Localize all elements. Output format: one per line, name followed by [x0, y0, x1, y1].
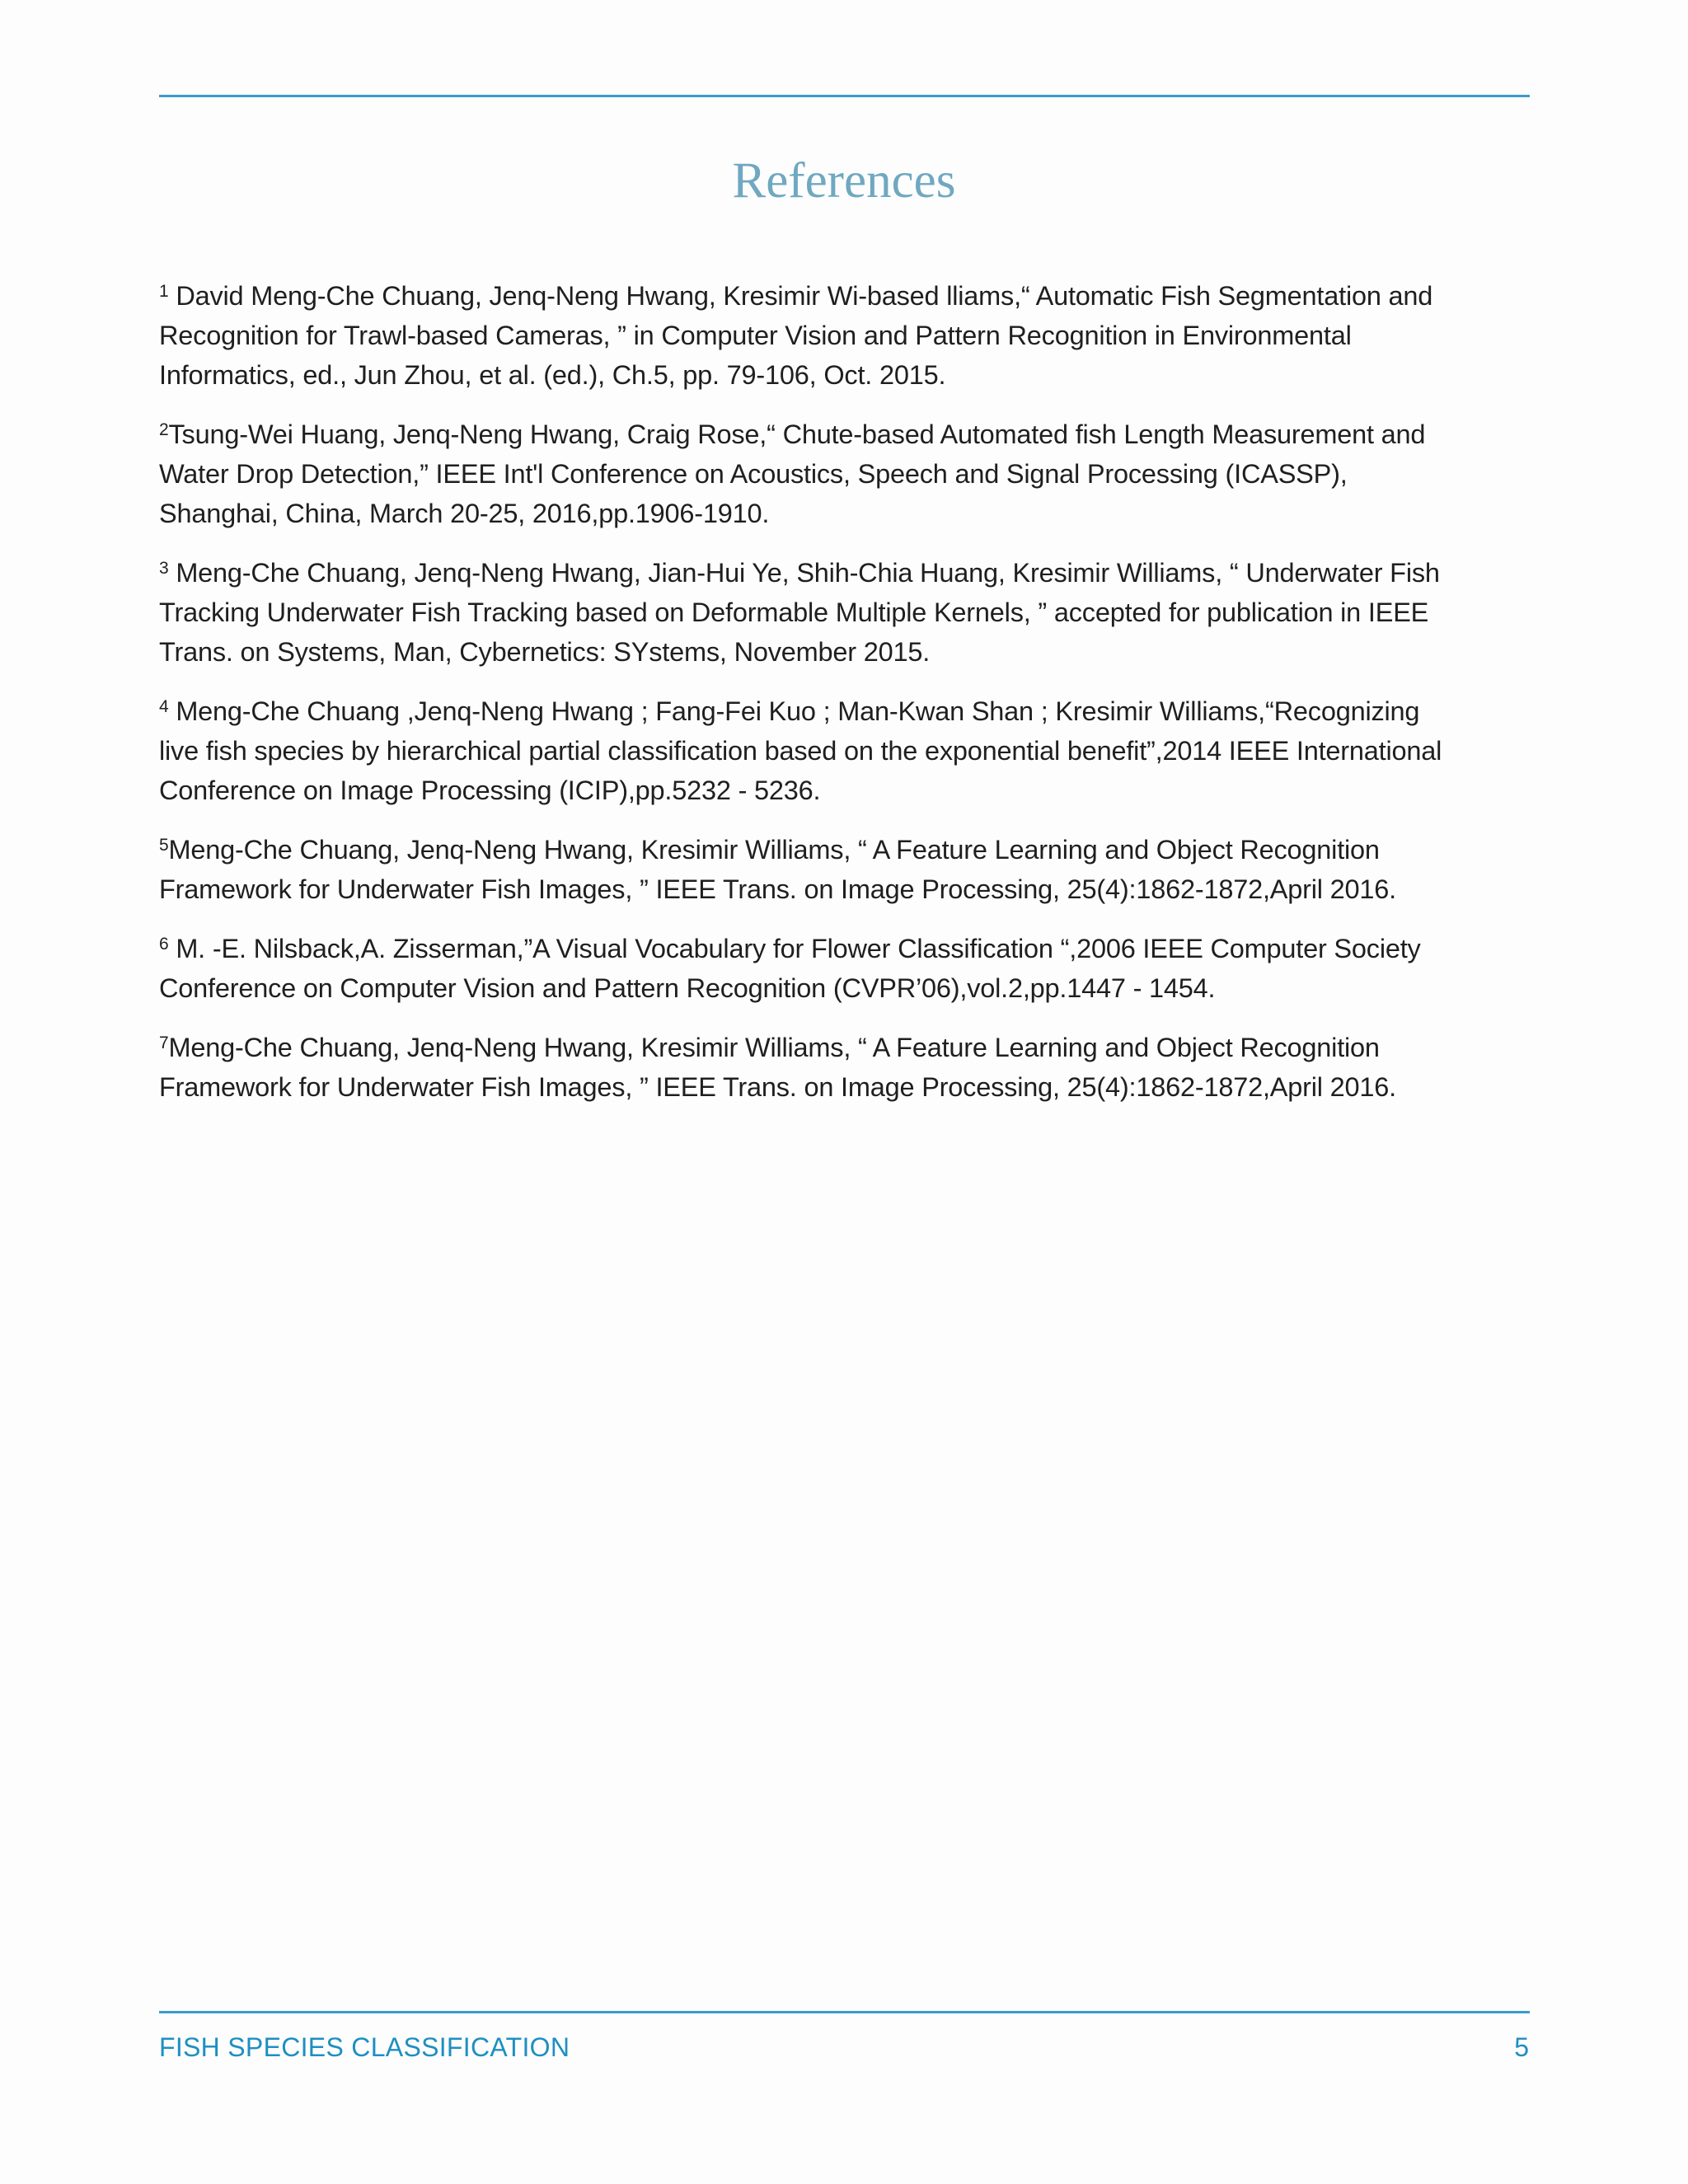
reference-item — [159, 929, 1544, 1008]
reference-list — [159, 276, 1544, 1127]
reference-text: Meng-Che Chuang, Jenq-Neng Hwang, Kresimir Williams, “ A Feature Learning and Object Recognition Framework for Underwater Fish Images, ” IEEE Trans. on Image Processing, 25(4):1862-1872,April 2016. — [159, 1033, 1396, 1102]
header-divider — [159, 95, 1530, 97]
reference-text: M. -E. Nilsback,A. Zisserman,”A Visual Vocabulary for Flower Classification “,2006 IEEE Computer Society Conference on Computer Vision and Pattern Recognition (CVPR’06),vol.2,pp.1447 - 1454. — [159, 934, 1421, 1003]
reference-text: Meng-Che Chuang, Jenq-Neng Hwang, Jian-Hui Ye, Shih-Chia Huang, Kresimir Williams, “ Underwater Fish Tracking Underwater Fish Tracking based on Deformable Multiple Kernels, ” accepted for publication in IEEE Trans. on Systems, Man, Cybernetics: SYstems, November 2015. — [159, 558, 1440, 667]
reference-text: Meng-Che Chuang, Jenq-Neng Hwang, Kresimir Williams, “ A Feature Learning and Object Recognition Framework for Underwater Fish Images, ” IEEE Trans. on Image Processing, 25(4):1862-1872,April 2016. — [159, 835, 1396, 904]
reference-number: 2 — [159, 420, 169, 439]
reference-item — [159, 415, 1544, 533]
reference-number: 6 — [159, 935, 169, 954]
reference-item — [159, 1028, 1544, 1107]
reference-item — [159, 691, 1544, 810]
reference-text: Meng-Che Chuang ,Jenq-Neng Hwang ; Fang-Fei Kuo ; Man-Kwan Shan ; Kresimir Williams,“Recognizing live fish species by hierarchical partial classification based on the exponential benefit”,2014 IEEE International Conference on Image Processing (ICIP),pp.5232 - 5236. — [159, 696, 1442, 805]
reference-number: 4 — [159, 697, 169, 716]
reference-item — [159, 276, 1544, 395]
page-number: 5 — [1514, 2032, 1529, 2062]
reference-item — [159, 830, 1544, 909]
page-title: References — [732, 153, 956, 209]
reference-item — [159, 553, 1544, 672]
reference-text: David Meng-Che Chuang, Jenq-Neng Hwang, Kresimir Wi-based lliams,“ Automatic Fish Segmentation and Recognition for Trawl-based Cameras, ” in Computer Vision and Pattern Recognition in Environmental Informatics, ed., Jun Zhou, et al. (ed.), Ch.5, pp. 79-106, Oct. 2015. — [159, 281, 1433, 390]
reference-number: 1 — [159, 282, 169, 301]
reference-number: 3 — [159, 559, 169, 578]
reference-number: 5 — [159, 836, 169, 855]
footer-divider — [159, 2011, 1530, 2013]
reference-number: 7 — [159, 1033, 169, 1052]
reference-text: Tsung-Wei Huang, Jenq-Neng Hwang, Craig Rose,“ Chute-based Automated fish Length Measurement and Water Drop Detection,” IEEE Int'l Conference on Acoustics, Speech and Signal Processing (ICASSP), Shanghai, China, March 20-25, 2016,pp.1906-1910. — [159, 419, 1426, 528]
footer-document-title: FISH SPECIES CLASSIFICATION — [159, 2032, 570, 2062]
